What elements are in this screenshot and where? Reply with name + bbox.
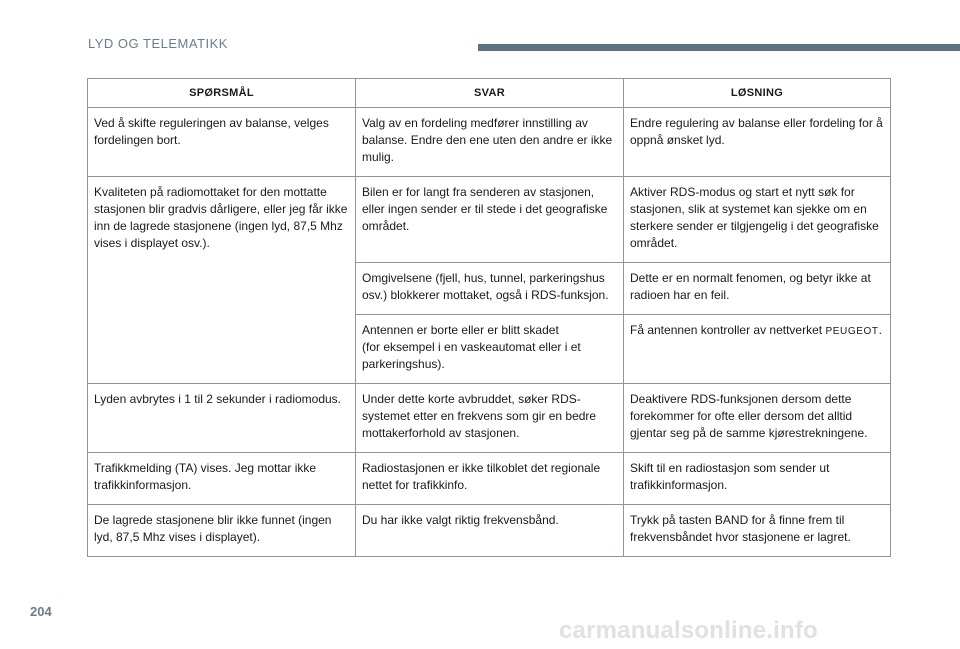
table-row [88,453,891,505]
question-cell: Lyden avbrytes i 1 til 2 sekunder i radiomodus. [88,384,356,453]
answer-cell [356,315,624,384]
section-header-bar [478,44,960,51]
solution-cell: Trykk på tasten BAND for å finne frem til frekvensbåndet hvor stasjonene er lagret. [624,505,891,557]
page-number: 204 [30,604,52,619]
solution-text: Få antennen kontroller av nettverket [630,323,826,337]
column-header-solution: LØSNING [624,79,891,108]
table-row [88,177,891,263]
solution-cell: Aktiver RDS-modus og start et nytt søk for stasjonen, slik at systemet kan sjekke om en sterkere sender er tilgjengelig i det geografiske området. [624,177,891,263]
answer-cell: Radiostasjonen er ikke tilkoblet det regionale nettet for trafikkinfo. [356,453,624,505]
solution-suffix: . [878,323,882,337]
section-title: LYD OG TELEMATIKK [88,36,228,51]
solution-cell: Skift til en radiostasjon som sender ut trafikkinformasjon. [624,453,891,505]
question-cell: De lagrede stasjonene blir ikke funnet (ingen lyd, 87,5 Mhz vises i displayet). [88,505,356,557]
brand-name: PEUGEOT [825,326,879,337]
table-row [88,384,891,453]
answer-cell: Under dette korte avbruddet, søker RDS-systemet etter en frekvens som gir en bedre mottakerforhold av stasjonen. [356,384,624,453]
answer-cell: Du har ikke valgt riktig frekvensbånd. [356,505,624,557]
solution-cell: Endre regulering av balanse eller fordeling for å oppnå ønsket lyd. [624,108,891,177]
table-row [88,108,891,177]
question-cell: Trafikkmelding (TA) vises. Jeg mottar ikke trafikkinformasjon. [88,453,356,505]
answer-cell: Omgivelsene (fjell, hus, tunnel, parkeringshus osv.) blokkerer mottaket, også i RDS-funksjon. [356,263,624,315]
solution-cell [624,315,891,384]
troubleshooting-table [87,78,891,557]
answer-line: (for eksempel i en vaskeautomat eller i et parkeringshus). [362,340,581,371]
answer-cell: Valg av en fordeling medfører innstilling av balanse. Endre den ene uten den andre er ikke mulig. [356,108,624,177]
question-cell: Kvaliteten på radiomottaket for den mottatte stasjonen blir gradvis dårligere, eller jeg får ikke inn de lagrede stasjonene (ingen lyd, 87,5 Mhz vises i displayet osv.). [88,177,356,384]
column-header-question: SPØRSMÅL [88,79,356,108]
answer-cell: Bilen er for langt fra senderen av stasjonen, eller ingen sender er til stede i det geografiske området. [356,177,624,263]
answer-line: Antennen er borte eller er blitt skadet [362,323,559,337]
table-row [88,505,891,557]
solution-cell: Deaktivere RDS-funksjonen dersom dette forekommer for ofte eller dersom det alltid gjentar seg på de samme kjørestrekningene. [624,384,891,453]
watermark: carmanualsonline.info [559,617,818,644]
question-cell: Ved å skifte reguleringen av balanse, velges fordelingen bort. [88,108,356,177]
column-header-answer: SVAR [356,79,624,108]
solution-cell: Dette er en normalt fenomen, og betyr ikke at radioen har en feil. [624,263,891,315]
table-header-row [88,79,891,108]
